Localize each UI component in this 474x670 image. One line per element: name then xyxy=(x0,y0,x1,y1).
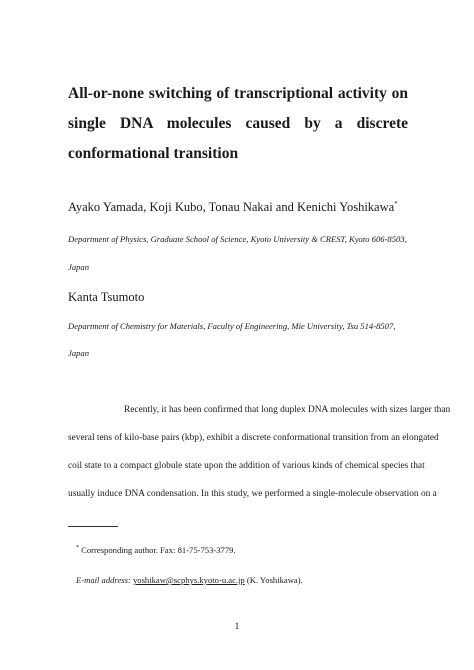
abstract-line-2: several tens of kilo-base pairs (kbp), exhibit a discrete conformational transition from an elongated xyxy=(68,433,439,443)
title-line-3: conformational transition xyxy=(68,145,239,162)
author-names: Ayako Yamada, Koji Kubo, Tonau Nakai and Kenichi Yoshikawa xyxy=(68,200,395,214)
affiliation-1-line-1: Department of Physics, Graduate School of Science, Kyoto University & CREST, Kyoto 606-8503, xyxy=(68,234,407,244)
affiliation-1-line-2: Japan xyxy=(68,262,90,272)
corresponding-author-text: Corresponding author. Fax: 81-75-753-3779. xyxy=(79,545,236,555)
abstract-line-1: Recently, it has been confirmed that long duplex DNA molecules with sizes larger than xyxy=(124,405,451,415)
footnote-corresponding xyxy=(76,545,236,555)
title-line-1: All-or-none switching of transcriptional activity on xyxy=(68,85,408,102)
abstract-line-4: usually induce DNA condensation. In this study, we performed a single-molecule observation on a xyxy=(68,489,437,499)
page-number: 1 xyxy=(234,622,240,632)
footnote-email xyxy=(76,575,303,585)
affiliation-2-line-1: Department of Chemistry for Materials, Faculty of Engineering, Mie University, Tsu 514-8507, xyxy=(68,321,396,331)
email-link[interactable]: yoshikaw@scphys.kyoto-u.ac.jp xyxy=(132,575,245,585)
abstract-line-3: coil state to a compact globule state upon the addition of various kinds of chemical species that xyxy=(68,461,425,471)
footnote-divider xyxy=(68,526,118,527)
second-author: Kanta Tsumoto xyxy=(68,290,145,304)
footnote-mark: * xyxy=(76,545,79,551)
author-list xyxy=(68,200,398,215)
title-line-2: single DNA molecules caused by a discrete xyxy=(68,115,408,132)
affiliation-2-line-2: Japan xyxy=(68,348,90,358)
email-label: E-mail address: xyxy=(76,575,131,585)
email-suffix: (K. Yoshikawa). xyxy=(244,575,303,585)
corresponding-mark: * xyxy=(394,200,398,208)
